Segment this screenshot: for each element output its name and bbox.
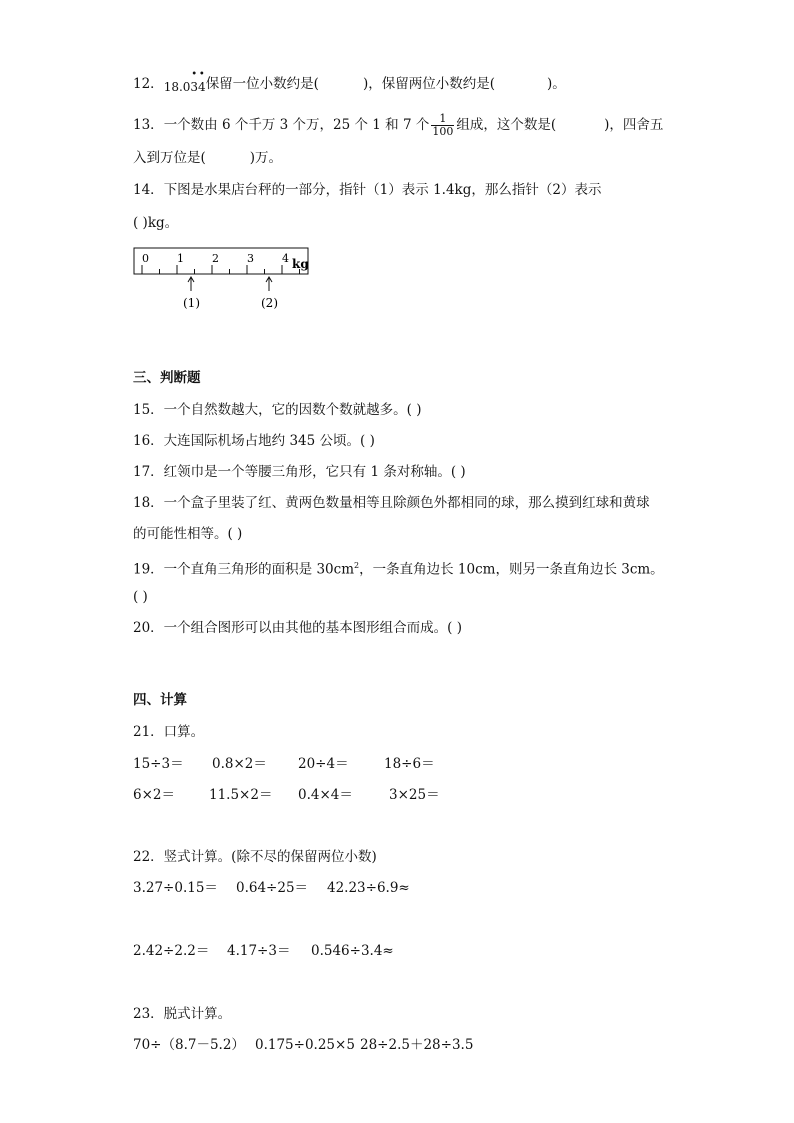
question-22-row-2 <box>133 941 394 961</box>
calc-item: 20÷4＝ <box>298 756 349 772</box>
question-19-line2: ( ) <box>133 589 148 605</box>
question-16: 16．大连国际机场占地约 345 公顷。( ) <box>133 433 375 449</box>
calc-item: 2.42÷2.2＝ <box>133 943 210 959</box>
question-20: 20．一个组合图形可以由其他的基本图形组合而成。( ) <box>133 620 463 636</box>
question-13-line2: 入到万位是( )万。 <box>133 150 283 166</box>
question-17: 17．红领巾是一个等腰三角形，它只有 1 条对称轴。( ) <box>133 464 466 480</box>
scale-label: 4 <box>282 252 289 265</box>
question-18-line2: 的可能性相等。( ) <box>133 526 243 542</box>
question-22-title: 22．竖式计算。(除不尽的保留两位小数) <box>133 849 377 865</box>
calc-item: 0.4×4＝ <box>298 787 353 803</box>
calc-item: 0.175÷0.25×5 <box>255 1037 355 1053</box>
question-23-row-1 <box>133 1035 473 1055</box>
calc-item: 0.64÷25＝ <box>236 880 309 896</box>
question-12: 12．18.03 • 4 • 保留一位小数约是( )，保留两位小数约是( )。 <box>133 69 566 94</box>
fraction: $\frac{1}{100}$ <box>432 112 454 138</box>
pointer-2-label: (2) <box>261 296 278 310</box>
calc-item: 0.8×2＝ <box>212 756 267 772</box>
question-22-row-1 <box>133 878 410 898</box>
calc-item: 11.5×2＝ <box>209 787 273 803</box>
question-13: 13．一个数由 6 个千万 3 个万，25 个 1 和 7 个 $\frac{1}{100}$ 组成，这个数是( )，四舍五 <box>133 112 664 138</box>
calc-item: 3×25＝ <box>389 787 440 803</box>
repeating-decimal: 18.03 • 4 • <box>163 69 206 94</box>
repeat-dot: • <box>191 69 198 80</box>
scale-unit: kg <box>292 257 309 271</box>
calc-item: 18÷6＝ <box>384 756 435 772</box>
question-18: 18．一个盒子里装了红、黄两色数量相等且除颜色外都相同的球，那么摸到红球和黄球 <box>133 495 650 511</box>
calc-item: 3.27÷0.15＝ <box>133 880 218 896</box>
question-number: 14． <box>133 182 164 198</box>
section-3-title: 三、判断题 <box>133 370 201 386</box>
question-23-title: 23．脱式计算。 <box>133 1006 232 1022</box>
pointer-1-label: (1) <box>183 296 200 310</box>
scale-label: 2 <box>212 252 219 265</box>
question-number: 12． <box>133 76 164 92</box>
repeat-dot: • <box>198 69 205 80</box>
calc-item: 70÷（8.7－5.2） <box>133 1037 245 1053</box>
calc-item: 6×2＝ <box>133 787 175 803</box>
question-19: 19．一个直角三角形的面积是 $30cm^2$，一条直角边长 10cm，则另一条直角边长 3cm。 <box>133 561 664 578</box>
question-21-row-1 <box>133 754 435 774</box>
section-4-title: 四、计算 <box>133 692 187 708</box>
calc-item: 28÷2.5＋28÷3.5 <box>360 1037 474 1053</box>
scale-label: 1 <box>177 252 184 265</box>
scale-label: 0 <box>142 252 149 265</box>
calc-item: 15÷3＝ <box>133 756 184 772</box>
question-21-title: 21．口算。 <box>133 724 205 740</box>
calc-item: 42.23÷6.9≈ <box>327 880 410 896</box>
scale-ruler <box>133 247 313 315</box>
scale-ticks <box>142 265 300 274</box>
scale-label: 3 <box>247 252 254 265</box>
question-14-line2: ( )kg。 <box>133 215 179 231</box>
question-15: 15．一个自然数越大，它的因数个数就越多。( ) <box>133 402 422 418</box>
question-21-row-2 <box>133 785 440 805</box>
calc-item: 4.17÷3＝ <box>227 943 291 959</box>
question-14: 14．下图是水果店台秤的一部分，指针（1）表示 1.4kg，那么指针（2）表示 <box>133 182 602 198</box>
calc-item: 0.546÷3.4≈ <box>311 943 394 959</box>
question-number: 13． <box>133 117 164 133</box>
